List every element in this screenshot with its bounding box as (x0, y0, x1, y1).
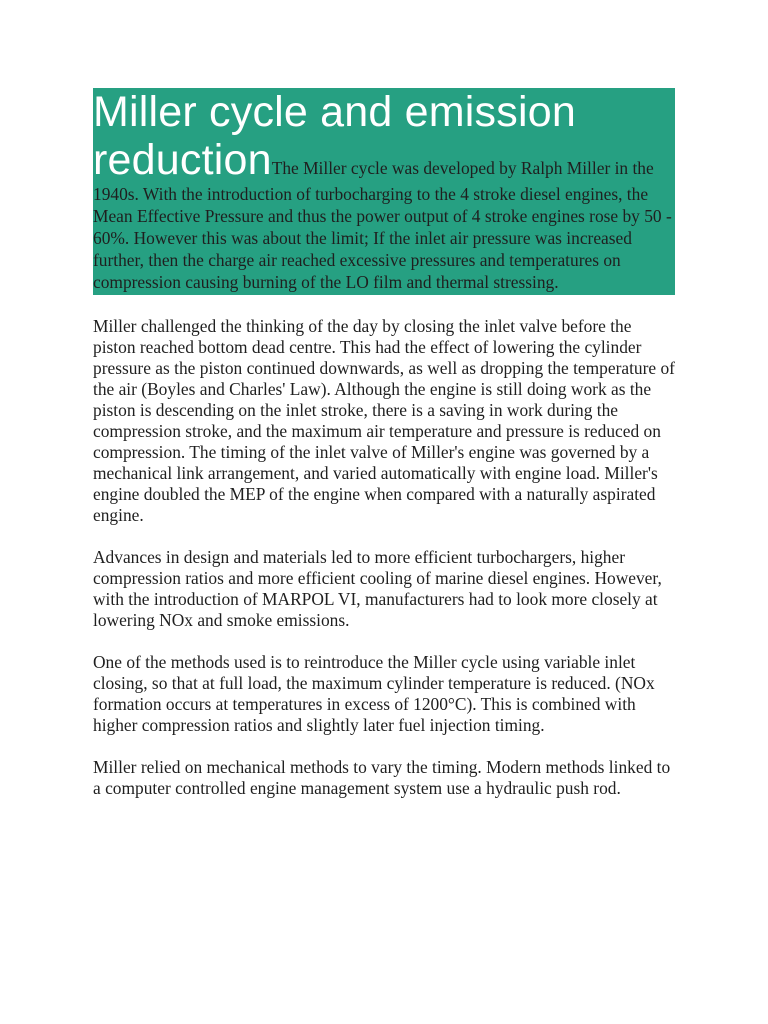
spacer (93, 295, 675, 316)
paragraph-methods: One of the methods used is to reintroduce the Miller cycle using variable inlet closing, so that at full load, the maximum cylinder temperature is reduced. (NOx formation occurs at temperatures in excess of 1200°C). This is combined with higher compression ratios and slightly later fuel injection timing. (93, 652, 655, 735)
document-page (93, 88, 675, 799)
paragraph-modern-methods: Miller relied on mechanical methods to vary the timing. Modern methods linked to a computer controlled engine management system use a hydraulic push rod. (93, 757, 671, 798)
paragraph-advances: Advances in design and materials led to more efficient turbochargers, higher compression ratios and more efficient cooling of marine diesel engines. However, with the introduction of MARPOL VI, manufacturers had to look more closely at lowering NOx and smoke emissions. (93, 547, 662, 630)
spacer (93, 631, 675, 652)
document-title: Miller cycle and emission reduction (93, 88, 576, 184)
spacer (93, 736, 675, 757)
paragraph-miller-challenge: Miller challenged the thinking of the day by closing the inlet valve before the piston reached bottom dead centre. This had the effect of lowering the cylinder pressure as the piston continued downwards, as well as dropping the temperature of the air (Boyles and Charles' Law). Although the engine is still doing work as the piston is descending on the inlet stroke, there is a saving in work during the compression stroke, and the maximum air temperature and pressure is reduced on compression. The timing of the inlet valve of Miller's engine was governed by a mechanical link arrangement, and varied automatically with engine load. Miller's engine doubled the MEP of the engine when compared with a naturally aspirated engine. (93, 316, 675, 525)
title-banner-text (93, 88, 673, 294)
intro-paragraph: The Miller cycle was developed by Ralph Miller in the 1940s. With the introduction of turbocharging to the 4 stroke diesel engines, the Mean Effective Pressure and thus the power output of 4 stroke engines rose by 50 - 60%. However this was about the limit; If the inlet air pressure was increased further, then the charge air reached excessive pressures and temperatures on compression causing burning of the LO film and thermal stressing. (93, 158, 672, 292)
spacer (93, 526, 675, 547)
title-banner (93, 88, 675, 295)
